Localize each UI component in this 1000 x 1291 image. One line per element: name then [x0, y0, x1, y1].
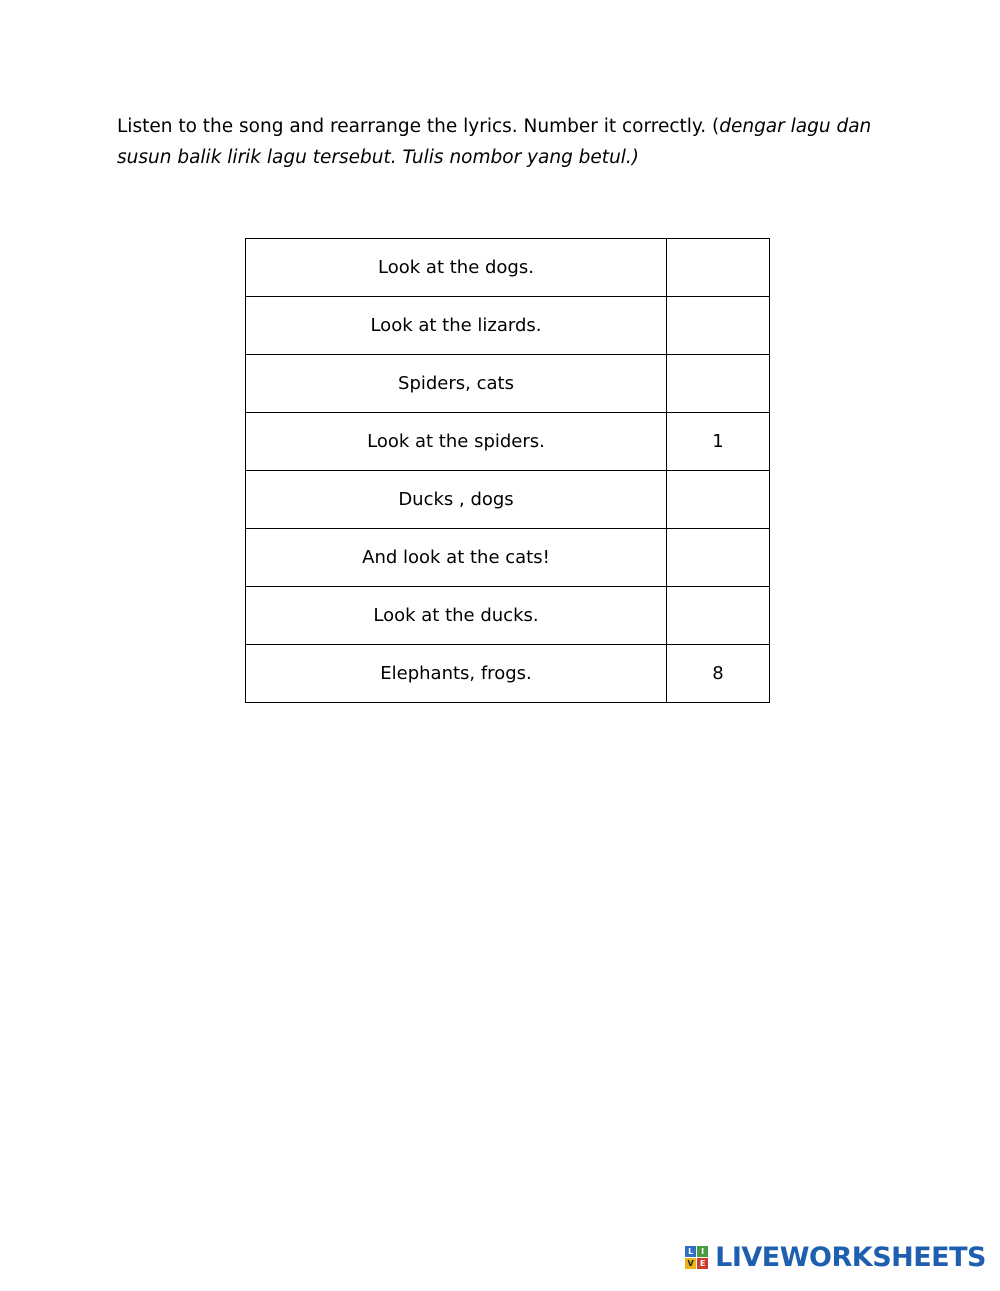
lyric-text: Look at the spiders. [246, 413, 667, 471]
lyrics-table-body [246, 239, 770, 703]
liveworksheets-logo[interactable] [685, 1242, 986, 1273]
lyric-text: Spiders, cats [246, 355, 667, 413]
number-answer-box[interactable]: 1 [667, 413, 770, 471]
lyric-text: Look at the lizards. [246, 297, 667, 355]
table-row [246, 529, 770, 587]
logo-square-i: I [697, 1246, 708, 1257]
instructions-malay: dengar lagu dan susun balik lirik lagu tersebut. Tulis nombor yang betul.) [117, 116, 872, 168]
instructions-text [117, 112, 887, 173]
logo-blocks-icon [685, 1246, 708, 1269]
lyric-text: Ducks , dogs [246, 471, 667, 529]
logo-square-e: E [697, 1258, 708, 1269]
lyric-text: Elephants, frogs. [246, 645, 667, 703]
number-answer-box[interactable] [667, 529, 770, 587]
number-answer-box[interactable] [667, 297, 770, 355]
logo-wordmark: LIVEWORKSHEETS [715, 1242, 986, 1273]
instructions-english: Listen to the song and rearrange the lyrics. Number it correctly. ( [117, 116, 720, 137]
logo-square-l: L [685, 1246, 696, 1257]
table-row [246, 471, 770, 529]
logo-row-top [685, 1246, 708, 1257]
lyric-text: Look at the ducks. [246, 587, 667, 645]
table-row [246, 645, 770, 703]
number-answer-box[interactable] [667, 471, 770, 529]
lyrics-table [245, 238, 770, 703]
table-row [246, 297, 770, 355]
logo-square-v: V [685, 1258, 696, 1269]
number-answer-box[interactable]: 8 [667, 645, 770, 703]
table-row [246, 355, 770, 413]
table-row [246, 587, 770, 645]
logo-row-bottom [685, 1258, 708, 1269]
lyric-text: Look at the dogs. [246, 239, 667, 297]
number-answer-box[interactable] [667, 355, 770, 413]
number-answer-box[interactable] [667, 587, 770, 645]
table-row [246, 413, 770, 471]
number-answer-box[interactable] [667, 239, 770, 297]
lyric-text: And look at the cats! [246, 529, 667, 587]
table-row [246, 239, 770, 297]
